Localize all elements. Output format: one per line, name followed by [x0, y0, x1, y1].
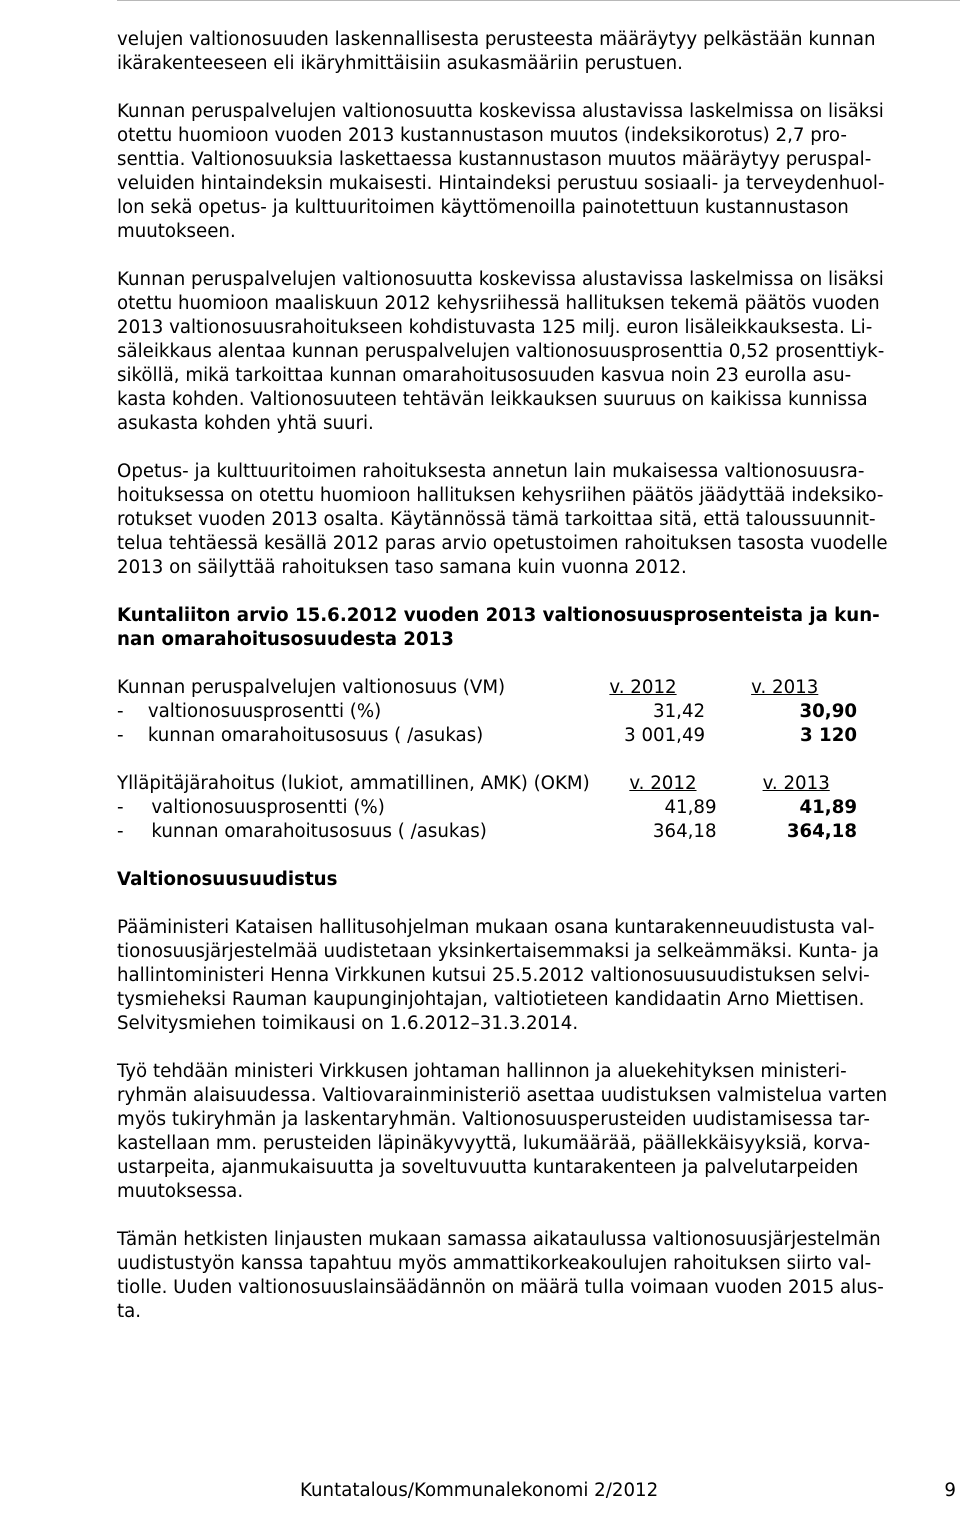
row-label: kunnan omarahoitusosuus ( /asukas) [151, 821, 487, 842]
section-heading-reform: Valtionosuusuudistus [117, 869, 338, 890]
row-dash: - [117, 701, 124, 722]
table-yllapitajarahoitus [117, 772, 857, 844]
paragraph-1: velujen valtionosuuden laskennallisesta perusteesta määräytyy pelkästään kunnan ikärakenteeseen eli ikäryhmittäisiin asukasmääriin perustuen. [117, 29, 876, 74]
column-header-2013: v. 2013 [762, 773, 830, 794]
publication-title: Kuntatalous/Kommunalekonomi 2/2012 [300, 1480, 659, 1501]
paragraph-7: Tämän hetkisten linjausten mukaan samassa aikataulussa valtionosuusjärjestelmän uudistustyön kanssa tapahtuu myös ammattikorkeakoulujen rahoituksen siirto val- tiolle. Uuden valtionosuuslainsäädännön on määrä tulla voimaan vuoden 2015 alus- ta. [117, 1229, 884, 1322]
table-row [117, 724, 857, 748]
value-2013: 30,90 [799, 701, 857, 722]
row-dash: - [117, 821, 124, 842]
column-header-2012: v. 2012 [609, 677, 677, 698]
value-2012: 41,89 [664, 797, 717, 818]
table-title: Ylläpitäjärahoitus (lukiot, ammatillinen, AMK) (OKM) [117, 773, 590, 794]
table-row [117, 796, 857, 820]
table-peruspalvelut [117, 676, 857, 748]
row-label: valtionosuusprosentti (%) [151, 797, 385, 818]
column-header-2012: v. 2012 [629, 773, 697, 794]
paragraph-5: Pääministeri Kataisen hallitusohjelman mukaan osana kuntarakenneuudistusta val- tionosuusjärjestelmää uudistetaan yksinkertaisemmaksi ja selkeämmäksi. Kunta- ja hallintoministeri Henna Virkkunen kutsui 25.5.2012 valtionosuusuudistuksen selvi- tysmieheksi Rauman kaupunginjohtajan, valtiotieteen kandidaatin Arno Miettisen. Selvitysmiehen toimikausi on 1.6.2012–31.3.2014. [117, 917, 880, 1034]
table-header-row [117, 676, 857, 700]
column-header-2013: v. 2013 [751, 677, 819, 698]
paragraph-2: Kunnan peruspalvelujen valtionosuutta koskevissa alustavissa laskelmissa on lisäksi otettu huomioon vuoden 2013 kustannustason muutos (indeksikorotus) 2,7 pro- senttia. Valtionosuuksia laskettaessa kustannustason muutos määräytyy peruspal- veluiden hintaindeksin mukaisesti. Hintaindeksi perustuu sosiaali- ja terveydenhuol- lon sekä opetus- ja kulttuuritoimen käyttömenoilla painotettuun kustannustason muutokseen. [117, 101, 885, 242]
value-2013: 364,18 [786, 821, 857, 842]
paragraph-4: Opetus- ja kulttuuritoimen rahoituksesta annetun lain mukaisessa valtionosuusra- hoituksessa on otettu huomioon hallituksen kehysriihen päätös jäädyttää indeksiko- rotukset vuoden 2013 osalta. Käytännössä tämä tarkoittaa sitä, että taloussuunnit- telua tehtäessä kesällä 2012 paras arvio opetustoimen rahoituksen tasosta vuodelle 2013 on säilyttää rahoituksen taso samana kuin vuonna 2012. [117, 461, 888, 578]
section-heading-estimate: Kuntaliiton arvio 15.6.2012 vuoden 2013 valtionosuusprosenteista ja kun- nan omarahoitusosuudesta 2013 [117, 605, 880, 650]
table-title: Kunnan peruspalvelujen valtionosuus (VM) [117, 677, 506, 698]
table-row [117, 700, 857, 724]
row-label: valtionosuusprosentti (%) [147, 701, 382, 722]
value-2012: 364,18 [652, 821, 717, 842]
value-2013: 41,89 [799, 797, 857, 818]
paragraph-6: Työ tehdään ministeri Virkkusen johtaman hallinnon ja aluekehityksen ministeri- ryhmän alaisuudessa. Valtiovarainministeriö asettaa uudistuksen valmistelua varten myös tukiryhmän ja laskentaryhmän. Valtionosuusperusteiden uudistamisessa tar- kastellaan mm. perusteiden läpinäkyvyyttä, lukumäärää, päällekkäisyyksiä, korva- ustarpeita, ajanmukaisuutta ja soveltuvuutta kuntarakenteen ja palvelutarpeiden muutoksessa. [117, 1061, 888, 1202]
value-2012: 31,42 [653, 701, 706, 722]
value-2013: 3 120 [800, 725, 857, 746]
row-label: kunnan omarahoitusosuus ( /asukas) [147, 725, 484, 746]
row-dash: - [117, 725, 124, 746]
value-2012: 3 001,49 [624, 725, 706, 746]
body-text [117, 28, 947, 1348]
row-dash: - [117, 797, 124, 818]
paragraph-3: Kunnan peruspalvelujen valtionosuutta koskevissa alustavissa laskelmissa on lisäksi otettu huomioon maaliskuun 2012 kehysriihessä hallituksen tekemä päätös vuoden 2013 valtionosuusrahoitukseen kohdistuvasta 125 milj. euron lisäleikkauksesta. Li- säleikkaus alentaa kunnan peruspalvelujen valtionosuusprosenttia 0,52 prosenttiyk- siköllä, mikä tarkoittaa kunnan omarahoitusosuuden kasvua noin 23 eurolla asu- kasta kohden. Valtionosuuteen tehtävän leikkauksen suuruus on kaikissa kunnissa asukasta kohden yhtä suuri. [117, 269, 885, 434]
table-header-row [117, 772, 857, 796]
table-row [117, 820, 857, 844]
page-number: 9 [944, 1480, 956, 1501]
top-rule [117, 0, 960, 1]
